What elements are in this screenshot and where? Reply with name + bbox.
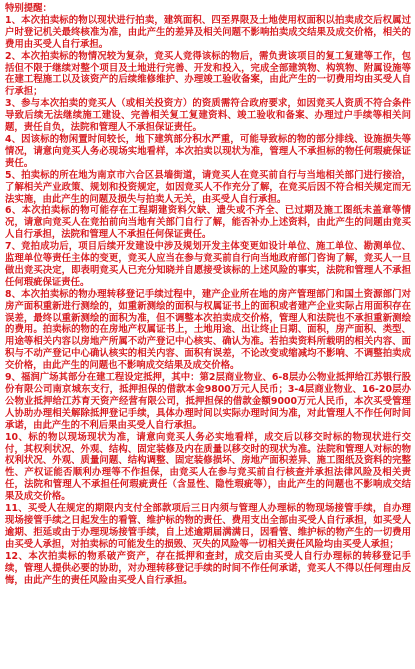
clause-9: 9、福润广场其部分在建工程设定抵押，其中：第2层商业物业、6-8层办公物业抵押给江苏银行股份有限公司南京城东支行，抵押担保的借款本金9800万元人民币；3-4层商业物业、16-20层办公物业抵押给江苏育天资产经营有限公司，抵押担保的借款金额9000万元人民币，本次买受管理人协助办理相关解除抵押登记手续，具体办理时间以实际办理时间为准，对此管理人不作任何时间承诺，由此产生的不利后果由买受人自行承担。 — [5, 372, 411, 431]
clause-12: 12、本次拍卖标的物系破产资产，存在抵押和查封，成交后由买受人自行办理标的转移登记手续，管理人提供必要的协助，对办理转移登记手续的时间不作任何承诺，竞买人不得以任何理由反悔，由此产生的责任风险由买受人自行承担。 — [5, 550, 411, 586]
clause-1: 1、本次拍卖标的物以现状进行拍卖，建筑面积、四至界限及土地使用权面积以拍卖成交后权属过户时登记机关最终核准为准，由此产生的差异及相关问题不影响拍卖成交结果及成交价格，相关的费用由买受人自行承担。 — [5, 14, 411, 50]
clause-6: 6、本次拍卖标的物可能存在工程期建资料欠缺、遗失或不齐全、已过期及施工图纸未盖章等情况，请意向竞买人在竞拍前向当地有关部门自行了解，能否补办上述资料，由此产生的问题由竞买人自行承担，法院和管理人不承担任何保证责任。 — [5, 205, 411, 241]
clause-3: 3、参与本次拍卖的竞买人（或相关投资方）的资质需符合政府要求，如因竞买人资质不符合条件导致后续无法继续施工建设、完善相关复工复建资料、竣工验收和备案、办理过户手续等相关问题，责任自负，法院和管理人不承担保证责任。 — [5, 98, 411, 134]
clause-10: 10、标的物以现场现状为准，请意向竞买人务必实地看样，成交后以移交时标的物现状进行交付，其权利状况、外观、结构、固定装修及内在质量以移交时的现状为准。法院和管理人对标的物权利状况、外观、质量问题、结构调整、固定装修损坏、房地产面积差异、施工图纸及资料的完整性、产权证能否顺利办理等不作担保，由竞买人在参与竞买前自行核查并承担法律风险及相关责任，法院和管理人不承担任何瑕疵责任（含显性、隐性瑕疵等），由此产生的问题也不影响成交结果及成交价格。 — [5, 431, 411, 503]
clause-4: 4、因该标的物闲置时间较长，地下建筑部分积水严重，可能导致标的物的部分排线、设施损失等情况，请意向竞买人务必现场实地看样，本次拍卖以现状为准，管理人不承担标的物任何瑕疵保证责任。 — [5, 133, 411, 169]
document-title: 特别提醒： — [5, 3, 52, 14]
clause-5: 5、拍卖标的所在地为南京市六合区县墙街道，请竞买人在竞买前自行与当地相关部门进行接洽，了解相关产业政策、规划和投资规定，如因竞买人不作充分了解，在竞买后因不符合相关规定而无法实施，由此产生的问题及损失与拍卖人无关，由买受人自行承担。 — [5, 169, 411, 205]
clause-11: 11、买受人在规定的期限内支付全部款项后三日内须与管理人办理标的物现场接管手续，自办理现场接管手续之日起发生的看管、维护标的物的责任、费用支出全部由买受人自行承担，如买受人逾期、拒延或由于办理现场接管手续，自上述逾期届满满日，因看管、维护标的物产生的一切费用由买受人承担，对拍卖标的可能发生的损毁、灭失的风险等一切相关责任风险均由买受人承担； — [5, 503, 411, 550]
clause-7: 7、竞拍成功后，项目后续开发建设中涉及规划开发主体变更如设计单位、施工单位、勘测单位、监理单位等责任主体的变更，竞买人应当在参与竞买前自行向当地政府部门咨询了解，竞买人一旦做出竞买决定，即表明竞买人已充分知晓并自愿接受该标的上述风险的事实，法院和管理人不承担任何瑕疵保证责任。 — [5, 241, 411, 288]
clause-2: 2、本次拍卖标的物情况较为复杂，竞买人竞得该标的物后，需负责该项目的复工复建等工作，包括但不限于继续对整个项目及土地进行完善、开发和投入，完成全部建筑物、构筑物、附属设施等在建工程施工以及该资产的后续维修维护、办理竣工验收备案，由此产生的一切费用均由买受人自行承担； — [5, 50, 411, 98]
clause-8: 8、本次拍卖标的物办理转移登记手续过程中，建产企业所在地的房产管理部门和国土资源部门对房产面积重新进行测绘的，如重新测绘的面积与权属证书上的面积或者建产企业实际占用面积存在误差，最终以重新测绘的面积为准，但不调整本次拍卖成交价格，管理人和法院也不承担重新测绘的费用。拍卖标的物的在房地产权属证书上，土地用途、出让终止日期、面积，房产面积、类型、用途等相关内容以房地产所属不动产登记中心核实、确认为准。若拍卖资料所载明的相关内容、面积与不动产登记中心确认核实的相关内容、面积有误差，不论改变或缩减均不影响、不调整拍卖成交价格，由此产生的问题也不影响成交结果及成交价格。 — [5, 288, 411, 372]
